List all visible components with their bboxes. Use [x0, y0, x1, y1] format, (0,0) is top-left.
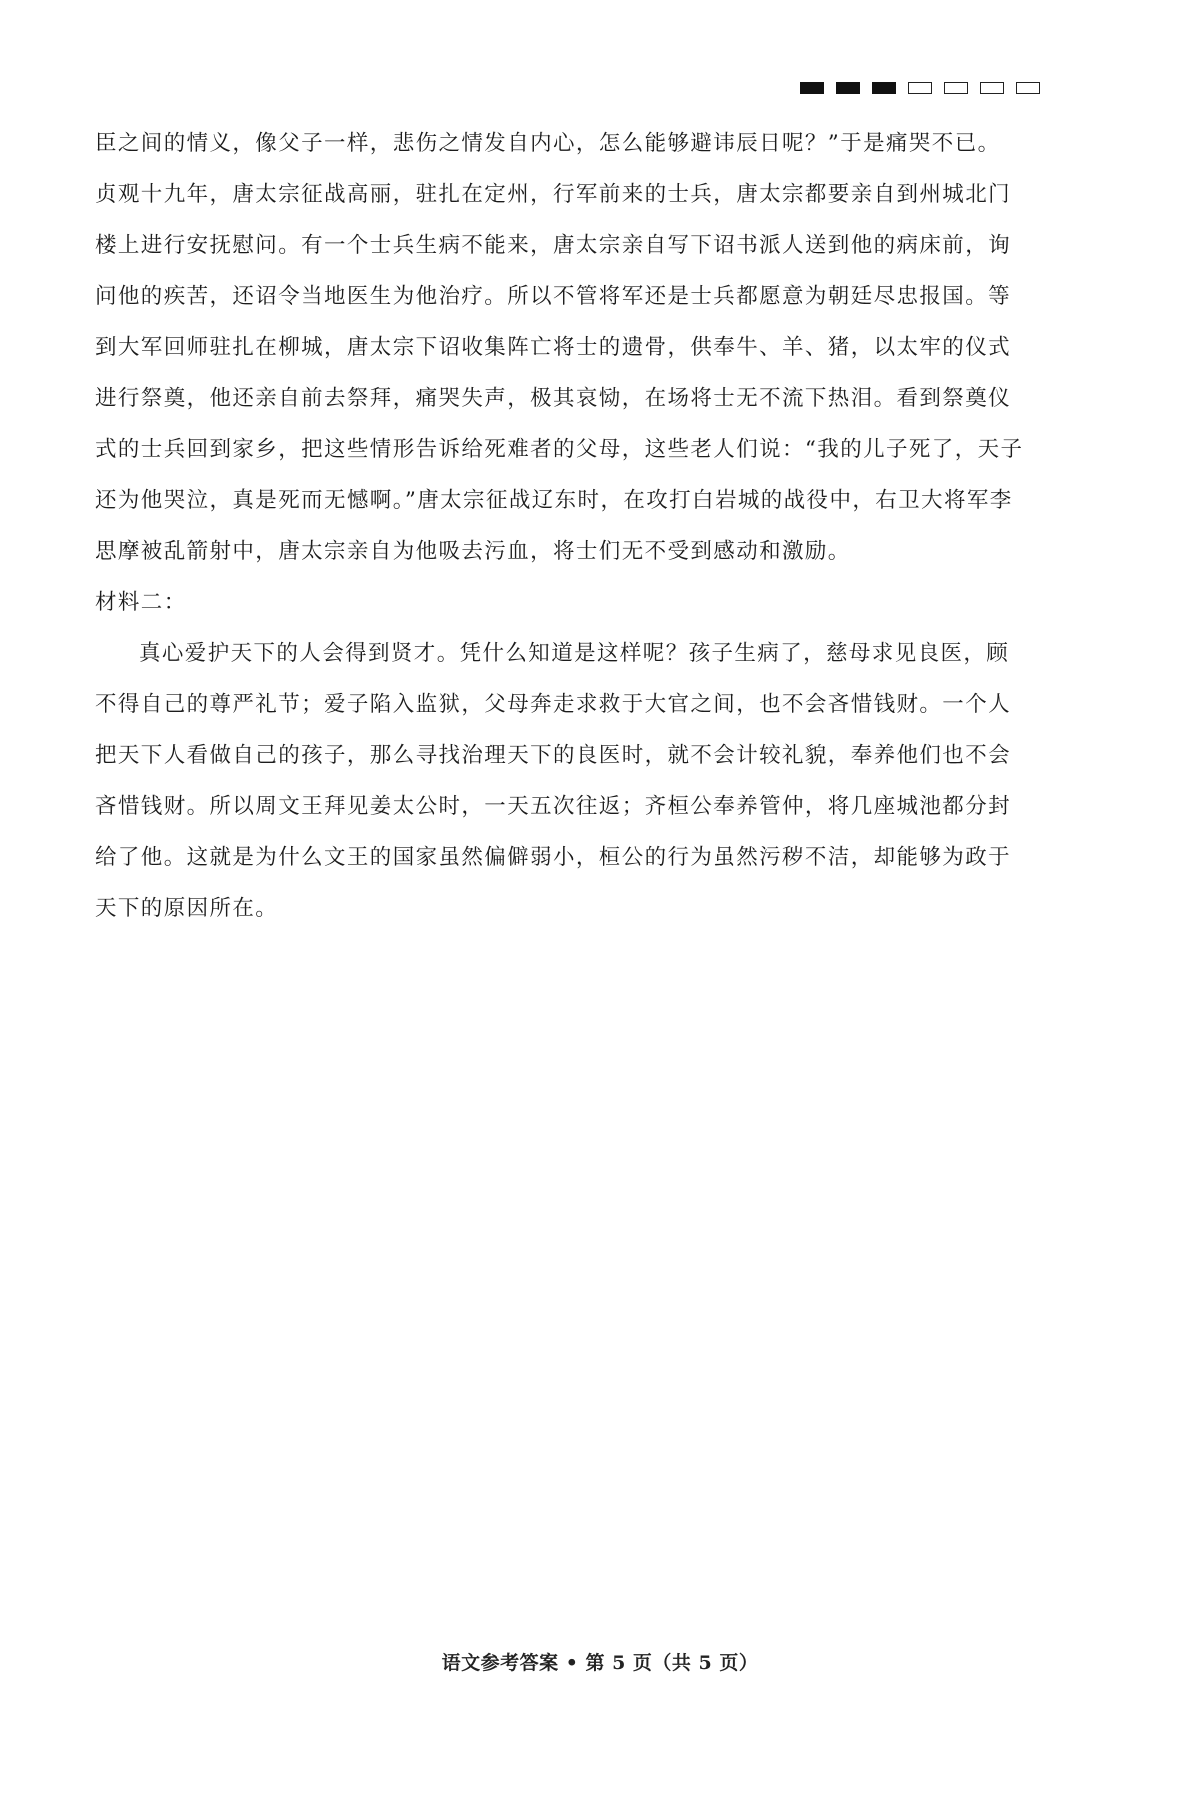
- answer-text-body: [95, 118, 1107, 934]
- progress-box-empty: [1016, 82, 1040, 94]
- progress-box-filled: [872, 82, 896, 94]
- progress-box-filled: [836, 82, 860, 94]
- material2-line: 天下的原因所在。: [95, 896, 279, 921]
- progress-box-empty: [944, 82, 968, 94]
- material1-line: 臣之间的情义，像父子一样，悲伤之情发自内心，怎么能够避讳辰日呢？”于是痛哭不已。: [95, 131, 1001, 156]
- page-footer: 语文参考答案 • 第 5 页（共 5 页）: [441, 1652, 759, 1674]
- material1-line: 还为他哭泣，真是死而无憾啊。”唐太宗征战辽东时，在攻打白岩城的战役中，右卫大将军李: [95, 488, 1013, 513]
- material1-line: 楼上进行安抚慰问。有一个士兵生病不能来，唐太宗亲自写下诏书派人送到他的病床前，询: [95, 233, 1012, 258]
- material1-line: 到大军回师驻扎在柳城，唐太宗下诏收集阵亡将士的遗骨，供奉牛、羊、猪，以太牢的仪式: [95, 335, 1012, 360]
- page-progress-indicator: [800, 82, 1040, 94]
- material2-line: 给了他。这就是为什么文王的国家虽然偏僻弱小，桓公的行为虽然污秽不洁，却能够为政于: [95, 845, 1012, 870]
- progress-box-empty: [980, 82, 1004, 94]
- material2-line: 真心爱护天下的人会得到贤才。凭什么知道是这样呢？孩子生病了，慈母求见良医，顾: [139, 641, 1010, 666]
- material1-line: 思摩被乱箭射中，唐太宗亲自为他吸去污血，将士们无不受到感动和激励。: [95, 539, 851, 564]
- progress-box-filled: [800, 82, 824, 94]
- material2-line: 把天下人看做自己的孩子，那么寻找治理天下的良医时，就不会计较礼貌，奉养他们也不会: [95, 743, 1012, 768]
- material1-line: 问他的疾苦，还诏令当地医生为他治疗。所以不管将军还是士兵都愿意为朝廷尽忠报国。等: [95, 284, 1012, 309]
- progress-box-empty: [908, 82, 932, 94]
- material1-line: 式的士兵回到家乡，把这些情形告诉给死难者的父母，这些老人们说：“我的儿子死了，天子: [95, 437, 1024, 462]
- material2-line: 不得自己的尊严礼节；爱子陷入监狱，父母奔走求救于大官之间，也不会吝惜钱财。一个人: [95, 692, 1012, 717]
- material1-line: 进行祭奠，他还亲自前去祭拜，痛哭失声，极其哀恸，在场将士无不流下热泪。看到祭奠仪: [95, 386, 1012, 411]
- material2-line: 吝惜钱财。所以周文王拜见姜太公时，一天五次往返；齐桓公奉养管仲，将几座城池都分封: [95, 794, 1012, 819]
- material1-line: 贞观十九年，唐太宗征战高丽，驻扎在定州，行军前来的士兵，唐太宗都要亲自到州城北门: [95, 182, 1012, 207]
- material2-heading: 材料二：: [95, 590, 187, 615]
